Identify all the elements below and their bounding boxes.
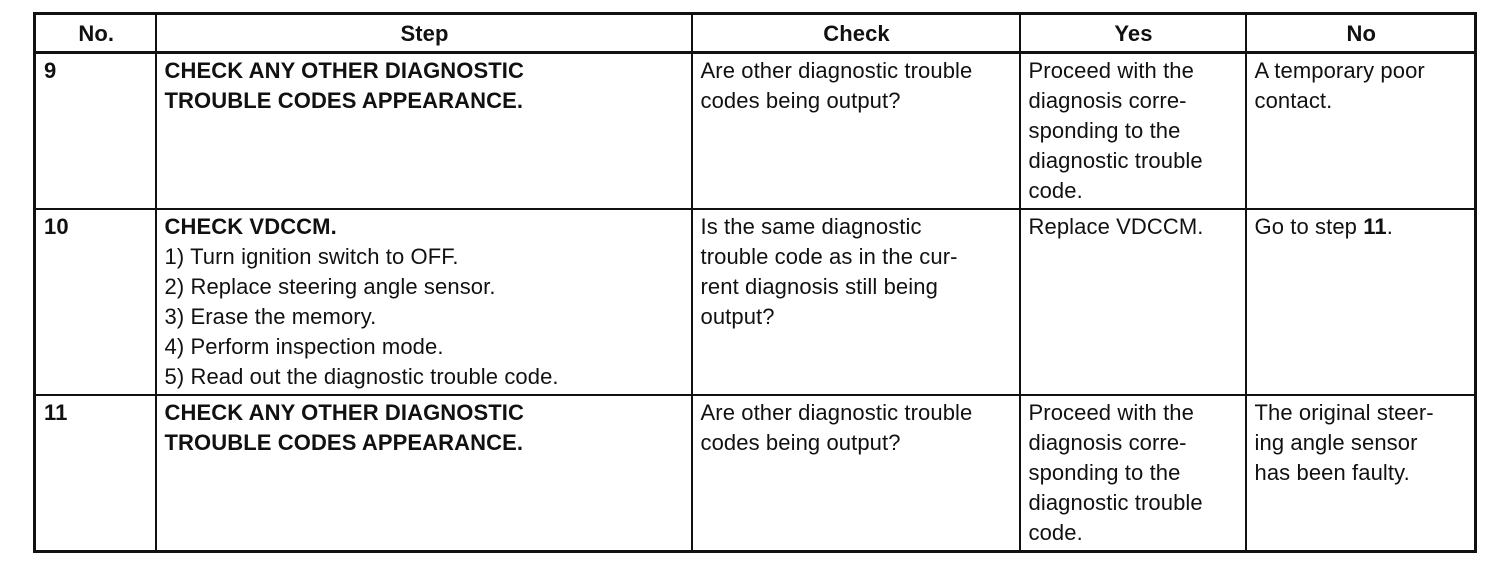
no-text [1255, 212, 1469, 242]
no-cell [1246, 53, 1476, 210]
header-step: Step [156, 14, 692, 53]
step-instruction: 3) Erase the memory. [164, 304, 377, 329]
step-title: CHECK VDCCM. [164, 214, 337, 239]
check-cell [692, 395, 1020, 552]
yes-cell [1020, 209, 1246, 395]
step-cell [156, 53, 692, 210]
table-body [35, 53, 1476, 552]
yes-text: Proceed with the diagnosis corre- sponding to the diagnostic trouble code. [1028, 400, 1203, 545]
table-row [35, 209, 1476, 395]
goto-step-number: 11 [1363, 214, 1387, 239]
check-cell [692, 53, 1020, 210]
step-cell [156, 395, 692, 552]
step-title: CHECK ANY OTHER DIAGNOSTIC TROUBLE CODES APPEARANCE. [164, 400, 525, 455]
no-text-main: Go to step [1254, 214, 1364, 239]
check-text: Are other diagnostic trouble codes being output? [700, 400, 973, 455]
check-text: Are other diagnostic trouble codes being output? [700, 58, 973, 113]
step-title: CHECK ANY OTHER DIAGNOSTIC TROUBLE CODES APPEARANCE. [164, 58, 525, 113]
header-no-result: No [1246, 14, 1476, 53]
yes-cell [1020, 395, 1246, 552]
step-instruction: 2) Replace steering angle sensor. [164, 274, 496, 299]
row-number: 10 [35, 209, 156, 395]
step-instruction: 4) Perform inspection mode. [164, 334, 444, 359]
no-text-main: A temporary poor contact. [1254, 58, 1425, 113]
row-number: 9 [35, 53, 156, 210]
no-text-main: The original steer- ing angle sensor has been faulty. [1254, 400, 1434, 485]
no-text-suffix: . [1386, 214, 1393, 239]
header-row [35, 14, 1476, 53]
no-cell [1246, 395, 1476, 552]
table-row [35, 53, 1476, 210]
yes-text: Replace VDCCM. [1028, 214, 1204, 239]
yes-cell [1020, 53, 1246, 210]
step-instructions [165, 242, 685, 392]
no-text [1255, 56, 1469, 116]
no-cell [1246, 209, 1476, 395]
no-text [1255, 398, 1469, 488]
check-text: Is the same diagnostic trouble code as in the cur- rent diagnosis still being output? [700, 214, 958, 329]
header-yes: Yes [1020, 14, 1246, 53]
step-instruction: 1) Turn ignition switch to OFF. [164, 244, 459, 269]
row-number: 11 [35, 395, 156, 552]
header-check: Check [692, 14, 1020, 53]
step-cell [156, 209, 692, 395]
yes-text: Proceed with the diagnosis corre- sponding to the diagnostic trouble code. [1028, 58, 1203, 203]
diagnostic-table [33, 12, 1477, 553]
step-instruction: 5) Read out the diagnostic trouble code. [164, 364, 559, 389]
table-header [35, 14, 1476, 53]
table-row [35, 395, 1476, 552]
check-cell [692, 209, 1020, 395]
header-no: No. [35, 14, 156, 53]
